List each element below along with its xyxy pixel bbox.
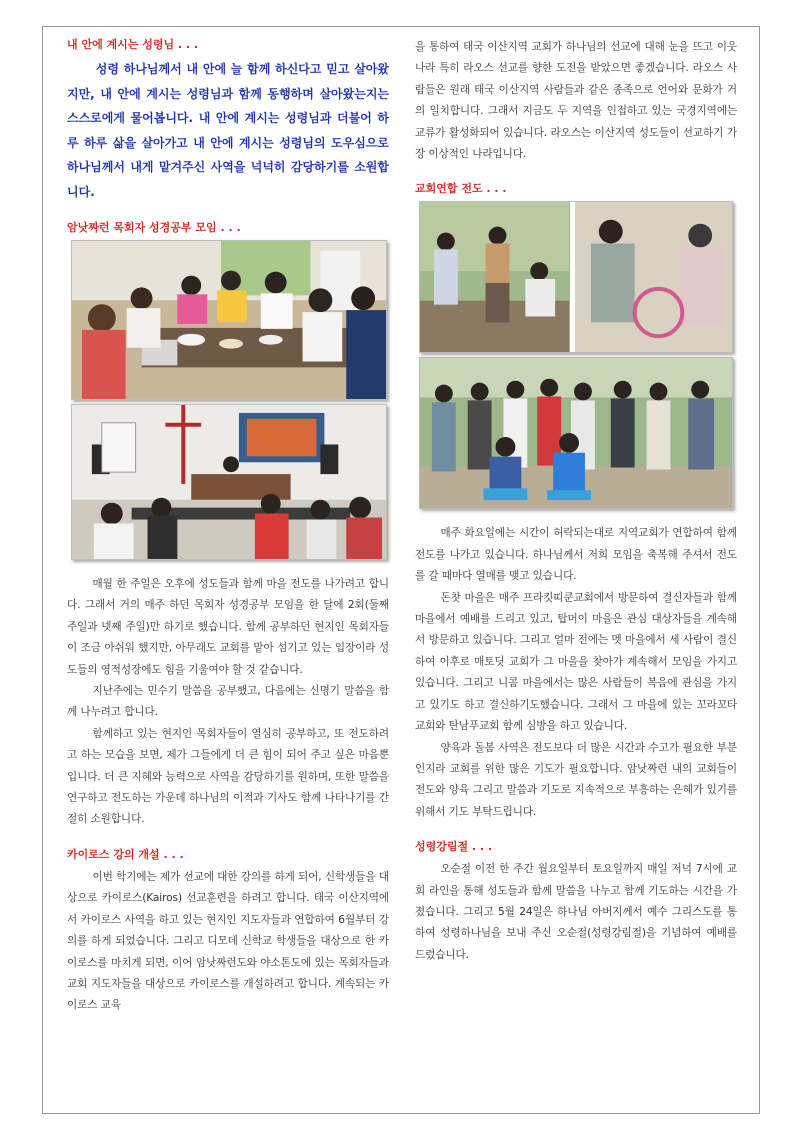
section-heading-joint-evangelism: 교회연합 전도 . . . — [415, 182, 507, 196]
joint-evangelism-paragraph-1: 매주 화요일에는 시간이 허락되는대로 지역교회가 연합하여 함께 전도를 나가고 있습니다. 하나님께서 저희 모임을 축복해 주셔서 전도를 갈 때마다 열매를 맺고 있습니다. — [415, 527, 737, 583]
classroom-image — [72, 405, 386, 559]
right-column — [415, 37, 737, 966]
section-heading-pentecost: 성령강림절 . . . — [415, 840, 493, 854]
village-evangelism-image — [420, 202, 732, 352]
joint-evangelism-paragraph-2: 돈찻 마을은 매주 프라킷띠쿤교회에서 방문하여 결신자들과 함께 마을에서 예배를 드리고 있고, 탑머이 마을은 관심 대상자들을 계속해서 방문하고 있습니다. 그리고 얼마 전에는 멧 마을에서 세 사람이 결신하여 이후로 매토딧 교회가 그 마을을 찾아가 계속해서 모임을 가지고 있습니다. 그리고 니콤 마을에서는 많은 사람들이 복음에 관심을 가지고 있기도 하고 결신하기도했습니다. 그래서 그 마을에 있는 꼬라꼬타교회와 탄남푸교회 함께 심방을 하고 있습니다. — [415, 591, 737, 733]
newsletter-page — [42, 26, 760, 1114]
kairos-paragraph: 이번 학기에는 제가 선교에 대한 강의를 하게 되어, 신학생들을 대상으로 카이로스(Kairos) 선교훈련을 하려고 합니다. 태국 이산지역에서 카이로스 사역을 하고 있는 현지인 지도자들과 연합하여 6월부터 강의를 하게 되었습니다. 그리고 디모데 신학교 학생들을 대상으로 한 카이로스를 마치게 되면, 이어 암낫짜런도와 야소톤도에 있는 목회자들과 교회 지도자들을 대상으로 카이로스를 개설하려고 합니다. 계속되는 카이로스 교육 — [67, 870, 389, 1012]
pentecost-paragraph: 오순절 이전 한 주간 월요일부터 토요일까지 매일 저녁 7시에 교회 라인을 통해 성도들과 함께 말씀을 나누고 함께 기도하는 시간을 가졌습니다. 그리고 5월 24일은 하나님 아버지께서 예수 그리스도를 통하여 성령하나님을 보내 주신 오순절(성령강림절)을 기념하여 예배를 드렸습니다. — [415, 863, 737, 961]
photo-group-meeting — [419, 357, 733, 509]
photo-village-evangelism — [419, 201, 733, 353]
kairos-continued-paragraph: 을 통하여 태국 이산지역 교회가 하나님의 선교에 대해 눈을 뜨고 이웃나라 특히 라오스 선교를 향한 도전을 받았으면 좋겠습니다. 라오스 사람들은 원래 태국 이산지역 사람들과 같은 종족으로 언어와 문화가 거의 일치합니다. 그래서 지금도 두 지역을 인접하고 있는 국경지역에는 교류가 활성화되어 있습니다. 라오스는 이산지역 성도들이 선교하기 가장 이상적인 나라입니다. — [415, 41, 737, 161]
holy-spirit-paragraph: 성령 하나님께서 내 안에 늘 함께 하신다고 믿고 살아왔지만, 내 안에 계시는 성령님과 함께 동행하며 살아왔는지는 스스로에게 물어봅니다. 내 안에 계시는 성령님과 더불어 하루 하루 삶을 살아가고 내 안에 계시는 성령님의 도우심으로 하나님께서 내게 맡겨주신 사역을 넉넉히 감당하기를 소원합니다. — [67, 62, 389, 199]
left-column — [67, 37, 389, 1017]
pastors-meal-image — [72, 241, 386, 399]
photo-pastors-meal — [71, 240, 387, 400]
section-heading-holy-spirit: 내 안에 계시는 성령님 . . . — [67, 38, 199, 51]
group-meeting-image — [420, 358, 732, 508]
section-heading-bible-study: 암낫짜런 목회자 성경공부 모임 . . . — [67, 221, 241, 234]
bible-study-paragraph-1: 매월 한 주일은 오후에 성도들과 함께 마을 전도를 나가려고 합니다. 그래서 거의 매주 하던 목회자 성경공부 모임을 한 달에 2회(둘째 주일과 넷째 주일)만 하기로 했습니다. 함께 공부하던 현지인 목회자들이 조금 아쉬워 했지만, 아무래도 교회를 맡아 섬기고 있는 입장이라 성도들의 영적성장에도 힘을 기울여야 할 것 같습니다. — [67, 578, 389, 676]
joint-evangelism-paragraph-3: 양육과 돌봄 사역은 전도보다 더 많은 시간과 수고가 필요한 부분인지라 교회를 위한 많은 기도가 필요합니다. 암낫짜런 내의 교회들이 전도와 양육 그리고 말씀과 기도로 지속적으로 부흥하는 은혜가 있기를 위해서 기도 부탁드립니다. — [415, 741, 737, 818]
section-heading-kairos: 카이로스 강의 개설 . . . — [67, 847, 184, 861]
bible-study-paragraph-2: 지난주에는 민수기 말씀을 공부했고, 다음에는 신명기 말씀을 함께 나누려고 합니다. — [67, 685, 389, 719]
bible-study-paragraph-3: 함께하고 있는 현지인 목회자들이 열심히 공부하고, 또 전도하려고 하는 모습을 보면, 제가 그들에게 더 큰 힘이 되어 주고 싶은 마음뿐입니다. 더 큰 지혜와 능력으로 사역을 감당하기를 원하며, 또한 말씀을 연구하고 전도하는 가운데 하나님의 이적과 기사도 함께 나타나기를 간절히 소원합니다. — [67, 727, 389, 826]
photo-bible-study-classroom — [71, 404, 387, 560]
